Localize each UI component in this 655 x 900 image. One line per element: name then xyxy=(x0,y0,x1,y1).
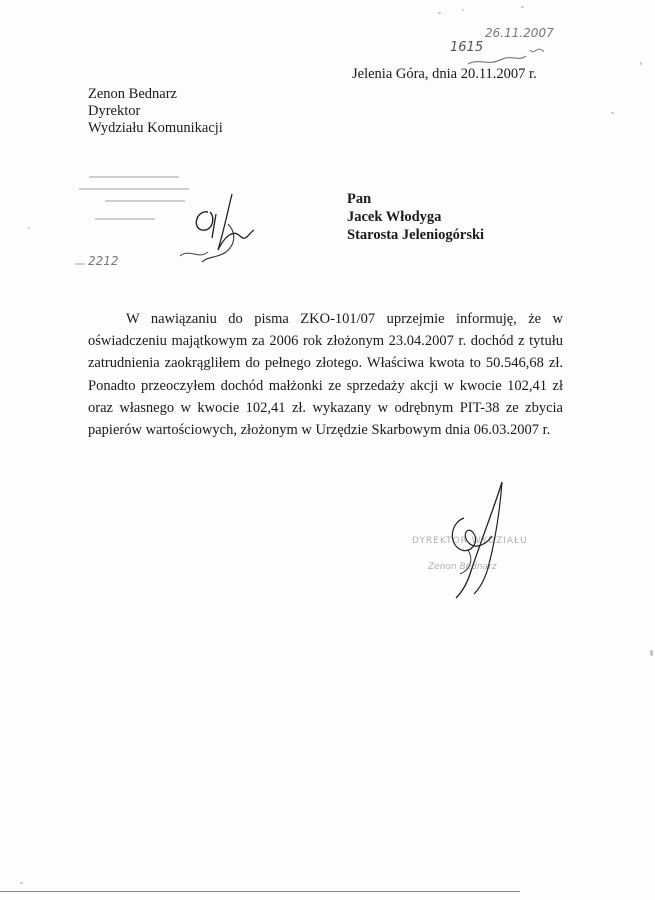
scan-speck xyxy=(438,12,441,14)
recipient-salutation: Pan xyxy=(347,191,372,207)
scan-speck xyxy=(611,112,614,114)
sender-department: Wydziału Komunikacji xyxy=(88,120,223,136)
scan-speck xyxy=(462,9,464,11)
scan-speck xyxy=(521,6,524,8)
recipient-name: Jacek Włodyga xyxy=(347,209,442,225)
place-date: Jelenia Góra, dnia 20.11.2007 r. xyxy=(352,66,537,82)
scan-speck xyxy=(20,882,23,884)
scan-speck xyxy=(640,62,642,65)
received-stamp-date: 26.11.2007 xyxy=(485,26,554,40)
registry-initials-signature xyxy=(168,190,258,280)
scan-edge-line xyxy=(0,891,520,892)
scan-speck xyxy=(28,227,30,229)
letter-body: W nawiązaniu do pisma ZKO-101/07 uprzejmie informuję, że w oświadczeniu majątkowym za 2006 rok złożonym 23.04.2007 r. dochód z tytułu zatrudnienia zaokrągliłem do pełnego złotego. Właściwa kwota to 50.546,68 zł. Ponadto przeoczyłem dochód małżonki ze sprzedaży akcji w kwocie 102,41 zł oraz własnego w kwocie 102,41 zł. wykazany w odrębnym PIT-38 ze zbycia papierów wartościowych, złożonym w Urzędzie Skarbowym dnia 06.03.2007 r. xyxy=(88,311,563,439)
registry-number: 2212 xyxy=(88,254,119,268)
signature-stamp-name: Zenon Bednarz xyxy=(428,562,497,572)
scan-speck xyxy=(650,650,653,656)
sender-name: Zenon Bednarz xyxy=(88,86,177,102)
received-stamp-number: 1615 xyxy=(450,40,484,55)
signature-stamp-title: DYREKTOR WYDZIAŁU xyxy=(412,536,528,546)
sender-position: Dyrektor xyxy=(88,103,141,119)
handwritten-signature xyxy=(430,478,550,608)
sender-block xyxy=(88,86,223,137)
recipient-title: Starosta Jeleniogórski xyxy=(347,227,485,243)
recipient-block xyxy=(347,190,484,244)
